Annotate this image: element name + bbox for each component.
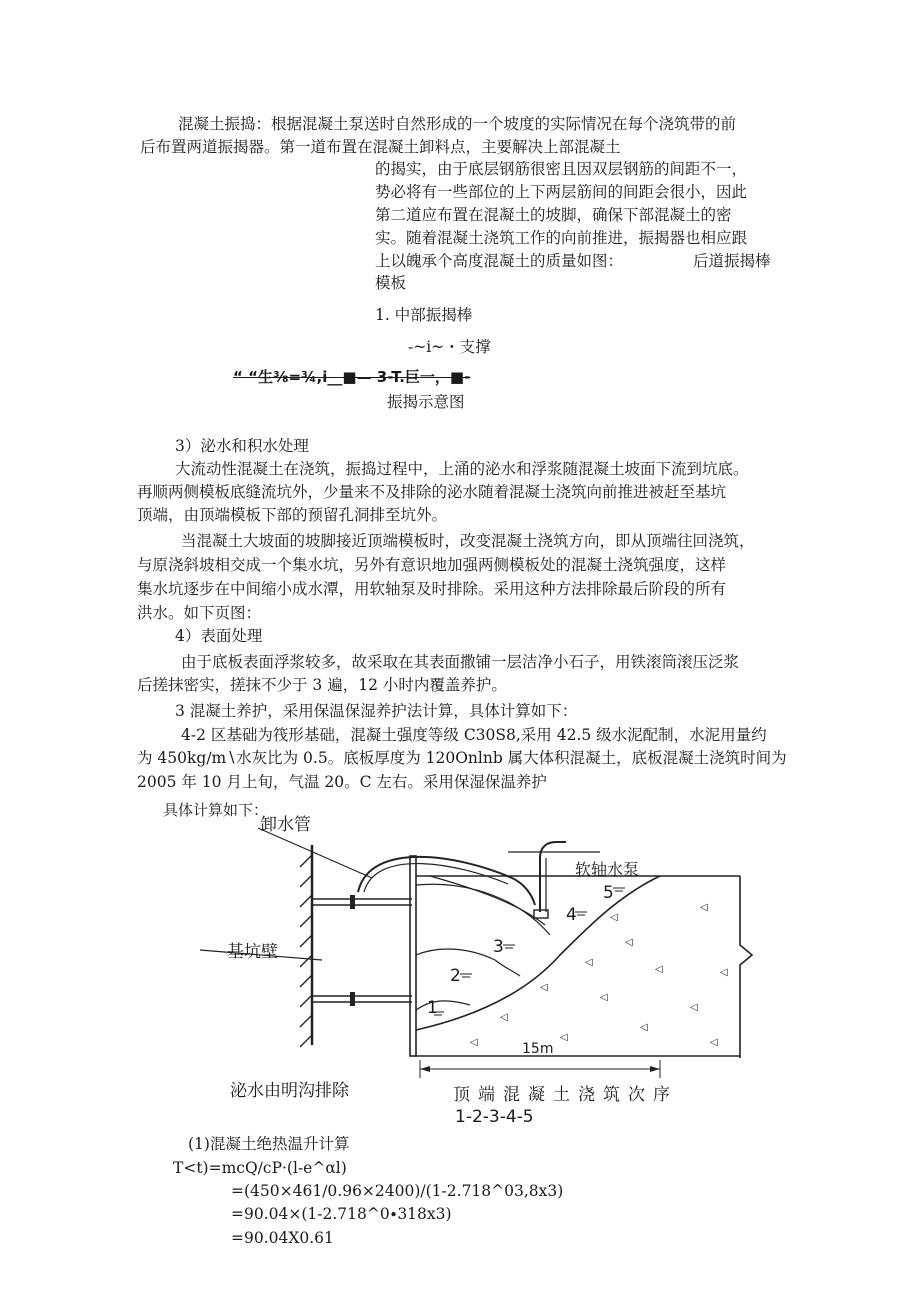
tie-rods [312,899,412,1002]
pour-order-title: 顶端混凝土浇筑次序 [453,1085,678,1105]
surface-line-1: 由于底板表面浮浆较多，故采取在其表面撒铺一层洁净小石子，用铁滚筒滚压泛浆 [181,653,740,671]
svg-text:◁: ◁ [700,902,708,913]
curing-line-1: 4-2 区基础为筏形基础，混凝土强度等级 C30S8,采用 42.5 级水泥配制，水泥用量约 [181,726,767,744]
drain-pipe-leader [258,828,372,878]
pour-number-5: 5 [603,883,614,903]
pour-number-3: 3 [493,937,504,957]
svg-text:◁: ◁ [690,1002,698,1013]
dimension-arrow-left [420,1066,430,1072]
dimension-arrow-right [650,1066,660,1072]
calc-step-1: =(450×461∕0.96×2400)/(1-2.718^03,8x3) [231,1182,564,1200]
svg-text:◁: ◁ [710,1037,718,1048]
svg-text:◁: ◁ [640,1022,648,1033]
curing-heading: 3 混凝土养护，采用保温保湿养护法计算，具体计算如下： [175,702,578,720]
pit-wall-label: 基坑壁 [227,942,278,962]
layer-4-boundary [430,876,545,925]
pour-number-1: 1 [427,998,438,1018]
bleeding-line-4: 当混凝土大坡面的坡脚接近顶端模板时，改变混凝土浇筑方向，即从顶端往回浇筑， [181,532,755,550]
svg-text:◁: ◁ [560,1032,568,1043]
vibration-support-label: -~i~・支撑 [408,338,491,356]
vibration-middle-vibrator-label: 1. 中部振揭棒 [375,306,473,324]
bleeding-line-2: 再顺两侧模板底缝流坑外，少量来不及排除的泌水随着混凝土浇筑向前推进被赶至基坑 [137,483,727,501]
bleeding-line-1: 大流动性混凝土在浇筑，振捣过程中，上涌的泌水和浮浆随混凝土坡面下流到坑底。 [175,460,749,478]
bleeding-line-7: 洪水。如下页图： [137,604,262,622]
curing-line-2: 为 450kg∕m∖水灰比为 0.5。底板厚度为 120Onlnb 属大体积混凝土，底板混凝土浇筑时间为 [137,749,787,767]
pump-label: 软轴水泵 [575,860,640,879]
vibration-line-4: 势必将有一些部位的上下两层筋间的间距会很小，因此 [375,183,748,201]
pour-number-2: 2 [450,966,461,986]
bleeding-heading: 3）泌水和积水处理 [175,437,309,455]
drain-pipe-label: 卸水管 [260,815,311,835]
dimension-label: 15m [522,1041,554,1057]
calc-heading: (1)混凝土绝热温升计算 [188,1135,350,1153]
concrete-slope [416,876,660,1030]
vibration-garbled-sketch: “ “生⅜=¾,i__■— 3-T.巨一，■- [233,368,471,386]
svg-text:◁: ◁ [470,1037,478,1048]
calc-formula: T<t)=mcQ∕cP·(l-e^αl) [173,1159,347,1177]
vibration-line-2: 后布置两道振揭器。第一道布置在混凝土卸料点，主要解决上部混凝土 [140,138,621,156]
broken-edge [740,876,752,1058]
layer-1-boundary [416,1001,470,1010]
svg-text:◁: ◁ [720,967,728,978]
vibration-figure-caption: 振揭示意图 [387,393,465,411]
bleeding-line-6: 集水坑逐步在中间缩小成水潭，用软轴泵及时排除。采用这种方法排除最后阶段的所有 [137,580,727,598]
svg-text:◁: ◁ [585,957,593,968]
svg-text:◁: ◁ [540,982,548,993]
bleeding-line-5: 与原浇斜坡相交成一个集水坑，另外有意识地加强两侧模板处的混凝土浇筑强度，这样 [137,556,727,574]
vibration-line-3: 的揭实，由于底层钢筋很密且因双层钢筋的间距不一， [375,160,748,178]
curing-caption: 具体计算如下： [163,801,269,819]
svg-text:◁: ◁ [655,964,663,975]
vibration-formwork-label: 模板 [375,274,407,292]
pour-order-sequence: 1-2-3-4-5 [455,1107,534,1127]
svg-text:◁: ◁ [500,1012,508,1023]
tie-rod-anchor-top [350,895,355,909]
curing-line-3: 2005 年 10 月上旬，气温 20。C 左右。采用保湿保温养护 [137,773,547,791]
vibration-line-6: 实。随着混凝土浇筑工作的向前推进，振揭器也相应跟 [375,229,748,247]
svg-text:◁: ◁ [600,992,608,1003]
bleed-drain-label: 泌水由明沟排除 [230,1081,349,1101]
vibration-line-5: 第二道应布置在混凝土的坡脚，确保下部混凝土的密 [375,206,732,224]
pit-wall-hatch [300,855,312,1047]
vibration-line-7: 上以魄承个高度混凝土的质量如图： [375,252,624,270]
calc-step-2: =90.04×(1-2.718^0∙318x3) [231,1205,452,1223]
aggregate-marks [470,902,728,1048]
formwork-panel [410,856,416,1056]
surface-line-2: 后搓抹密实，搓抹不少于 3 遍，12 小时内覆盖养护。 [137,676,507,694]
vibration-rear-vibrator-label: 后道振揭棒 [693,252,771,270]
surface-heading: 4）表面处理 [175,627,263,645]
svg-text:◁: ◁ [625,937,633,948]
layer-2-boundary [416,949,520,976]
pour-number-4: 4 [566,905,577,925]
tie-rod-anchor-bottom [350,992,355,1006]
water-marks [432,888,625,1015]
bleeding-line-3: 顶端，由顶端模板下部的预留孔洞排至坑外。 [137,506,448,524]
vibration-line-1: 混凝土振捣：根据混凝土泵送时自然形成的一个坡度的实际情况在每个浇筑带的前 [178,115,737,133]
calc-step-3: =90.04X0.61 [231,1229,334,1247]
svg-text:◁: ◁ [610,912,618,923]
